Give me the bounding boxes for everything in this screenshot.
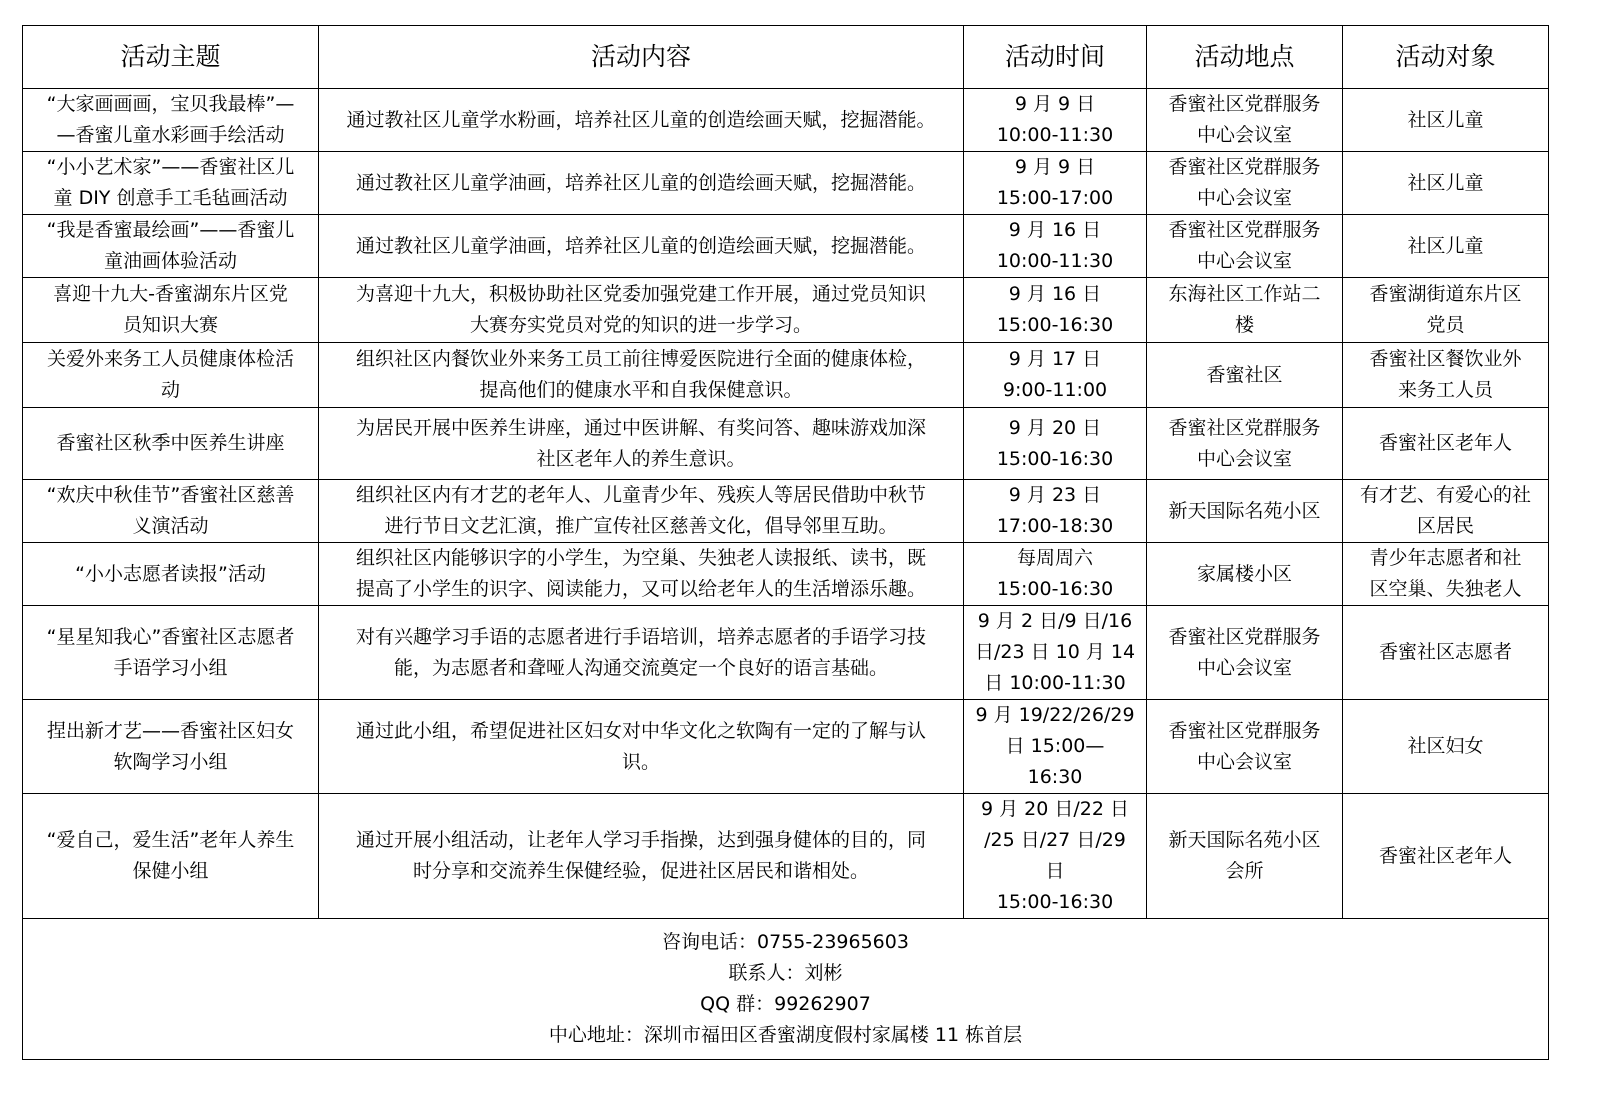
cell-audience [1343,408,1549,480]
cell-audience-line: 社区儿童 [1407,108,1484,131]
cell-place-line: 中心会议室 [1196,656,1292,679]
activity-schedule-table [22,25,1549,1060]
cell-place-line: 新天国际名苑小区 [1168,499,1321,522]
cell-time [964,543,1147,606]
contact-row [23,919,1549,1060]
cell-content-line: 为居民开展中医养生讲座，通过中医讲解、有奖问答、趣味游戏加深 [355,416,926,439]
cell-topic-line: 保健小组 [132,860,209,882]
cell-place-line: 中心会议室 [1196,447,1292,470]
cell-time-line: 日 [1045,860,1065,882]
cell-place [1147,700,1343,794]
cell-content [319,343,964,408]
cell-topic-line: 喜迎十九大-香蜜湖东片区党 [53,283,288,305]
cell-topic [23,408,319,480]
cell-time-line: 9 月 9 日 [1014,156,1096,178]
cell-place-line: 楼 [1234,314,1254,336]
cell-time-line: 10:00-11:30 [996,124,1114,146]
cell-time [964,343,1147,408]
cell-content-line: 通过开展小组活动，让老年人学习手指操，达到强身健体的目的，同 [355,829,926,851]
cell-topic-line: —香蜜儿童水彩画手绘活动 [56,124,285,146]
cell-content [319,794,964,919]
cell-content [319,480,964,543]
cell-content [319,89,964,152]
cell-time-line: 9 月 20 日 [1008,416,1102,439]
cell-content-line: 对有兴趣学习手语的志愿者进行手语培训，培养志愿者的手语学习技 [355,625,926,648]
cell-audience-line: 社区妇女 [1407,735,1484,757]
cell-topic [23,343,319,408]
cell-audience [1343,543,1549,606]
cell-content-line: 组织社区内能够识字的小学生，为空巢、失独老人读报纸、读书，既 [355,547,926,569]
cell-time-line: 16:30 [1027,766,1083,788]
table-row [23,543,1549,606]
cell-time-line: 10:00-11:30 [996,250,1114,272]
cell-topic [23,794,319,919]
cell-time-line: 9 月 19/22/26/29 [975,704,1135,726]
cell-time-line: 9 月 9 日 [1014,93,1096,115]
cell-place-line: 中心会议室 [1196,750,1292,773]
cell-place-line: 香蜜社区党群服务 [1168,219,1321,241]
table-row [23,700,1549,794]
cell-audience [1343,278,1549,343]
cell-time [964,152,1147,215]
cell-topic-line: 童油画体验活动 [103,250,237,272]
cell-topic [23,543,319,606]
cell-place [1147,794,1343,919]
cell-topic [23,215,319,278]
header-audience: 活动对象 [1343,26,1549,89]
cell-place-line: 家属楼小区 [1196,562,1292,585]
cell-audience [1343,700,1549,794]
table-row [23,215,1549,278]
cell-time-line: 日 15:00— [1005,735,1105,757]
cell-place-line: 中心会议室 [1196,187,1292,209]
cell-content-line: 提高他们的健康水平和自我保健意识。 [479,379,803,401]
cell-time [964,606,1147,700]
cell-time [964,480,1147,543]
cell-topic-line: 员知识大赛 [122,314,218,336]
cell-place [1147,89,1343,152]
cell-topic [23,278,319,343]
cell-topic-line: “欢庆中秋佳节”香蜜社区慈善 [46,484,295,506]
cell-topic [23,700,319,794]
cell-topic-line: 软陶学习小组 [113,750,228,773]
table-row [23,278,1549,343]
cell-topic-line: “我是香蜜最绘画”——香蜜儿 [46,219,295,241]
schedule-body [23,89,1549,919]
cell-audience-line: 青少年志愿者和社 [1369,547,1522,569]
cell-content-line: 能，为志愿者和聋哑人沟通交流奠定一个良好的语言基础。 [393,656,888,679]
cell-content [319,606,964,700]
cell-audience-line: 香蜜社区志愿者 [1378,641,1512,663]
cell-time [964,408,1147,480]
cell-topic [23,89,319,152]
cell-time-line: 15:00-16:30 [996,578,1114,600]
cell-place-line: 中心会议室 [1196,250,1292,272]
cell-audience [1343,480,1549,543]
cell-time-line: 每周周六 [1016,547,1093,569]
cell-time [964,700,1147,794]
contact-phone: 咨询电话：0755-23965603 [662,931,909,953]
cell-content [319,152,964,215]
cell-time [964,215,1147,278]
cell-topic-line: 动 [160,379,180,401]
cell-time-line: 9 月 23 日 [1008,484,1102,506]
cell-content-line: 进行节日文艺汇演，推广宣传社区慈善文化，倡导邻里互助。 [384,515,898,537]
cell-audience-line: 有才艺、有爱心的社 [1359,484,1531,506]
cell-place [1147,480,1343,543]
cell-time-line: 日/23 日 10 月 14 [974,641,1136,663]
table-row [23,606,1549,700]
cell-content [319,278,964,343]
cell-content [319,700,964,794]
contact-address: 中心地址：深圳市福田区香蜜湖度假村家属楼 11 栋首层 [548,1024,1023,1046]
cell-time-line: 日 10:00-11:30 [984,672,1126,694]
table-row [23,408,1549,480]
cell-time [964,794,1147,919]
cell-topic-line: “小小艺术家”——香蜜社区儿 [46,156,295,178]
contact-qq: QQ 群：99262907 [700,993,871,1015]
cell-topic-line: 捏出新才艺——香蜜社区妇女 [46,719,294,742]
cell-topic-line: 童 DIY 创意手工毛毡画活动 [53,187,288,209]
cell-content [319,543,964,606]
cell-content-line: 组织社区内有才艺的老年人、儿童青少年、残疾人等居民借助中秋节 [355,484,926,506]
cell-place-line: 会所 [1225,860,1264,882]
header-time: 活动时间 [964,26,1147,89]
cell-topic-line: 关爱外来务工人员健康体检活 [46,348,294,370]
cell-audience-line: 社区儿童 [1407,171,1484,194]
cell-topic-line: 义演活动 [132,515,209,537]
cell-place [1147,543,1343,606]
cell-content-line: 为喜迎十九大，积极协助社区党委加强党建工作开展，通过党员知识 [355,283,926,305]
cell-place [1147,215,1343,278]
cell-content-line: 通过此小组，希望促进社区妇女对中华文化之软陶有一定的了解与认 [355,719,926,742]
cell-place-line: 东海社区工作站二 [1168,283,1321,305]
cell-audience-line: 香蜜社区老年人 [1378,844,1512,867]
cell-audience-line: 香蜜湖街道东片区 [1369,283,1522,305]
cell-place-line: 香蜜社区 [1206,363,1283,386]
cell-time-line: 9 月 2 日/9 日/16 [977,610,1133,632]
cell-content-line: 提高了小学生的识字、阅读能力，又可以给老年人的生活增添乐趣。 [355,578,926,600]
cell-audience [1343,152,1549,215]
cell-time-line: 9 月 16 日 [1008,219,1102,241]
table-row [23,152,1549,215]
cell-place [1147,606,1343,700]
table-row [23,89,1549,152]
cell-place-line: 中心会议室 [1196,124,1292,146]
cell-topic [23,480,319,543]
cell-time-line: 9:00-11:00 [1002,379,1108,401]
cell-audience [1343,89,1549,152]
table-row [23,480,1549,543]
header-topic: 活动主题 [23,26,319,89]
cell-time-line: 9 月 16 日 [1008,283,1102,305]
cell-time-line: 15:00-16:30 [996,447,1114,470]
cell-audience-line: 社区儿童 [1407,234,1484,257]
cell-topic-line: “大家画画画，宝贝我最棒”— [46,93,295,115]
cell-time-line: 15:00-16:30 [996,891,1114,913]
cell-time-line: 9 月 17 日 [1008,348,1102,370]
cell-topic-line: “爱自己，爱生活”老年人养生 [46,829,295,851]
cell-time-line: 15:00-17:00 [996,187,1114,209]
cell-place [1147,343,1343,408]
cell-topic-line: “小小志愿者读报”活动 [75,562,266,585]
cell-audience-line: 区居民 [1416,515,1474,537]
cell-time-line: 9 月 20 日/22 日 [980,798,1129,820]
cell-place [1147,408,1343,480]
table-row [23,794,1549,919]
header-content: 活动内容 [319,26,964,89]
cell-audience [1343,606,1549,700]
cell-time [964,278,1147,343]
cell-time-line: /25 日/27 日/29 [984,829,1126,851]
cell-time-line: 15:00-16:30 [996,314,1114,336]
cell-place-line: 香蜜社区党群服务 [1168,93,1321,115]
cell-place [1147,152,1343,215]
activity-schedule-sheet [22,25,1548,1060]
cell-content-line: 时分享和交流养生保健经验，促进社区居民和谐相处。 [412,860,869,882]
cell-audience-line: 香蜜社区老年人 [1378,432,1512,454]
contact-person: 联系人：刘彬 [728,962,843,984]
cell-audience-line: 来务工人员 [1397,379,1493,401]
table-row [23,343,1549,408]
header-row [23,26,1549,89]
cell-content [319,408,964,480]
cell-time [964,89,1147,152]
cell-audience [1343,343,1549,408]
cell-topic-line: 香蜜社区秋季中医养生讲座 [56,432,285,454]
cell-content-line: 识。 [621,750,660,773]
cell-content-line: 大赛夯实党员对党的知识的进一步学习。 [469,314,812,336]
cell-content-line: 通过教社区儿童学油画，培养社区儿童的创造绘画天赋，挖掘潜能。 [355,171,926,194]
cell-place-line: 香蜜社区党群服务 [1168,625,1321,648]
cell-topic [23,606,319,700]
cell-place-line: 香蜜社区党群服务 [1168,416,1321,439]
cell-audience-line: 香蜜社区餐饮业外 [1369,348,1522,370]
cell-audience [1343,794,1549,919]
cell-place [1147,278,1343,343]
cell-topic-line: 手语学习小组 [113,656,228,679]
header-place: 活动地点 [1147,26,1343,89]
contact-cell [23,919,1549,1060]
cell-content [319,215,964,278]
cell-audience [1343,215,1549,278]
cell-place-line: 香蜜社区党群服务 [1168,719,1321,742]
cell-topic-line: “星星知我心”香蜜社区志愿者 [46,625,295,648]
cell-topic [23,152,319,215]
cell-content-line: 通过教社区儿童学水粉画，培养社区儿童的创造绘画天赋，挖掘潜能。 [346,108,936,131]
cell-place-line: 香蜜社区党群服务 [1168,156,1321,178]
cell-audience-line: 区空巢、失独老人 [1369,578,1522,600]
cell-audience-line: 党员 [1426,314,1465,336]
cell-time-line: 17:00-18:30 [996,515,1114,537]
cell-place-line: 新天国际名苑小区 [1168,829,1321,851]
cell-content-line: 社区老年人的养生意识。 [536,447,746,470]
cell-content-line: 通过教社区儿童学油画，培养社区儿童的创造绘画天赋，挖掘潜能。 [355,234,926,257]
cell-content-line: 组织社区内餐饮业外来务工员工前往博爱医院进行全面的健康体检， [355,348,926,370]
